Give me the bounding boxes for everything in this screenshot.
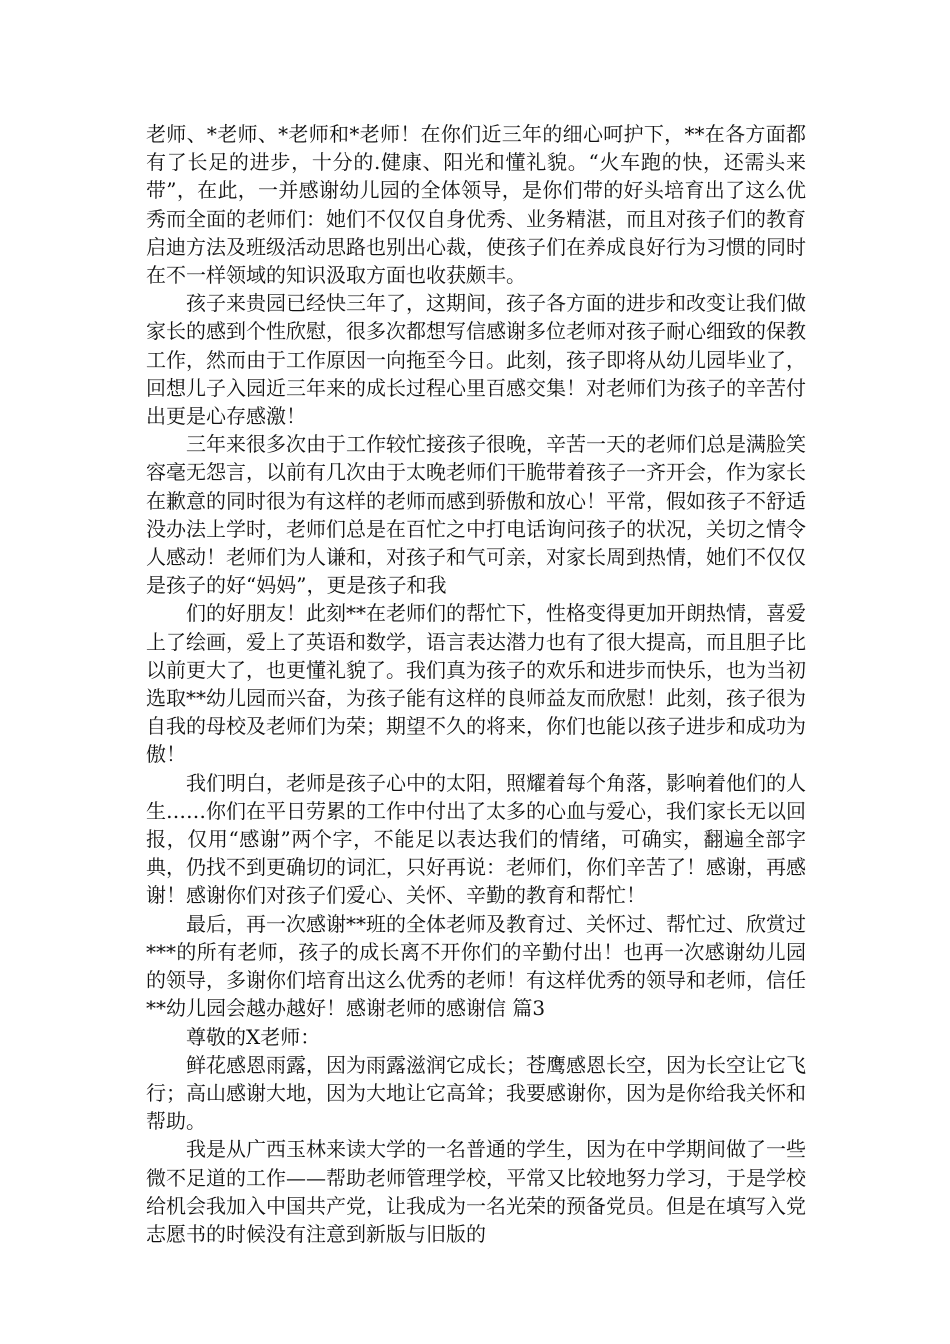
paragraph-5: 我们明白，老师是孩子心中的太阳，照耀着每个角落，影响着他们的人生……你们在平日劳累的工作中付出了太多的心血与爱心，我们家长无以回报，仅用“感谢”两个字，不能足以表达我们的情绪，可确实，翻遍全部字典，仍找不到更确切的词汇，只好再说：老师们，你们辛苦了！感谢，再感谢！感谢你们对孩子们爱心、关怀、辛勤的教育和帮忙！ — [146, 770, 806, 908]
paragraph-8: 我是从广西玉林来读大学的一名普通的学生，因为在中学期间做了一些微不足道的工作——帮助老师管理学校，平常又比较地努力学习，于是学校给机会我加入中国共产党，让我成为一名光荣的预备党员。但是在填写入党志愿书的时候没有注意到新版与旧版的 — [146, 1137, 806, 1246]
paragraph-4: 们的好朋友！此刻**在老师们的帮忙下，性格变得更加开朗热情，喜爱上了绘画，爱上了英语和数学，语言表达潜力也有了很大提高，而且胆子比以前更大了，也更懂礼貌了。我们真为孩子的欢乐和进步而快乐，也为当初选取**幼儿园而兴奋，为孩子能有这样的良师益友而欣慰！此刻，孩子很为自我的母校及老师们为荣；期望不久的将来，你们也能以孩子进步和成功为傲！ — [146, 601, 806, 767]
salutation: 尊敬的X老师： — [186, 1024, 321, 1049]
document-page — [146, 120, 806, 1248]
paragraph-2: 孩子来贵园已经快三年了，这期间，孩子各方面的进步和改变让我们做家长的感到个性欣慰，很多次都想写信感谢多位老师对孩子耐心细致的保教工作，然而由于工作原因一向拖至今日。此刻，孩子即将从幼儿园毕业了，回想儿子入园近三年来的成长过程心里百感交集！对老师们为孩子的辛苦付出更是心存感激！ — [146, 291, 806, 429]
paragraph-7: 鲜花感恩雨露，因为雨露滋润它成长；苍鹰感恩长空，因为长空让它飞行；高山感谢大地，因为大地让它高耸；我要感谢你，因为是你给我关怀和帮助。 — [146, 1052, 806, 1134]
paragraph-3: 三年来很多次由于工作较忙接孩子很晚，辛苦一天的老师们总是满脸笑容毫无怨言，以前有几次由于太晚老师们干脆带着孩子一齐开会，作为家长在歉意的同时很为有这样的老师而感到骄傲和放心！平常，假如孩子不舒适没办法上学时，老师们总是在百忙之中打电话询问孩子的状况，关切之情令人感动！老师们为人谦和，对孩子和气可亲，对家长周到热情，她们不仅仅是孩子的好“妈妈”，更是孩子和我 — [146, 432, 806, 598]
paragraph-6: 最后，再一次感谢**班的全体老师及教育过、关怀过、帮忙过、欣赏过***的所有老师，孩子的成长离不开你们的辛勤付出！也再一次感谢幼儿园的领导，多谢你们培育出这么优秀的老师！有这样优秀的领导和老师，信任**幼儿园会越办越好！感谢老师的感谢信 篇3 — [146, 911, 806, 1021]
paragraph-1: 老师、*老师、*老师和*老师！在你们近三年的细心呵护下，**在各方面都有了长足的进步，十分的.健康、阳光和懂礼貌。“火车跑的快，还需头来带”，在此，一并感谢幼儿园的全体领导，是你们带的好头培育出了这么优秀而全面的老师们：她们不仅仅自身优秀、业务精湛，而且对孩子们的教育启迪方法及班级活动思路也别出心裁，使孩子们在养成良好行为习惯的同时在不一样领域的知识汲取方面也收获颇丰。 — [146, 122, 806, 288]
